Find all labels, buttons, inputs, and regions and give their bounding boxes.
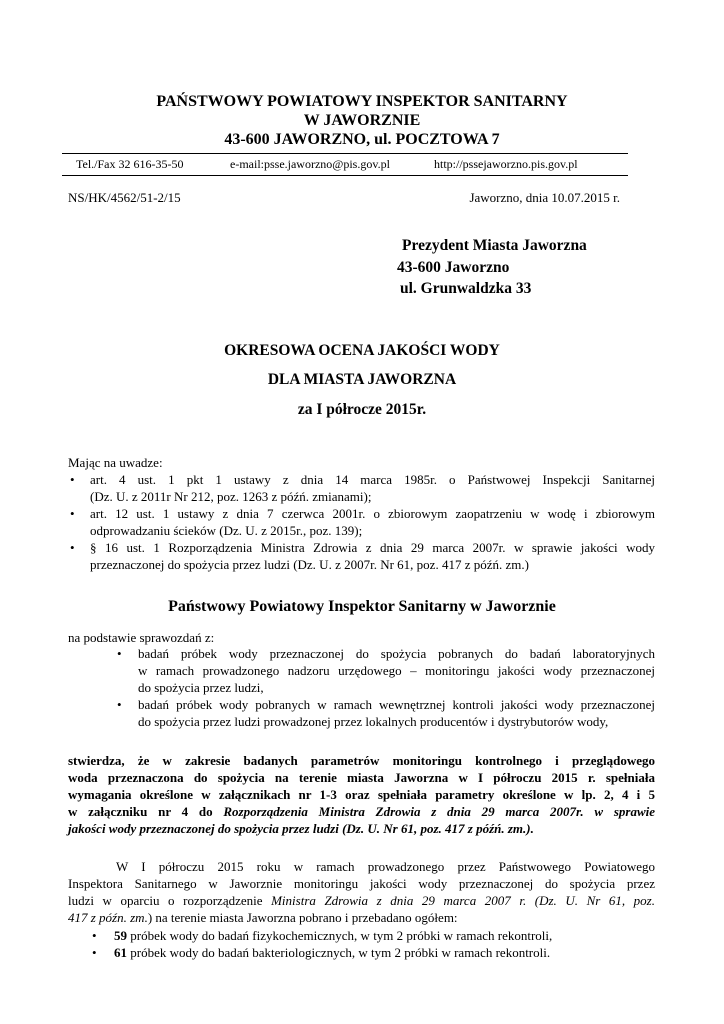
considering-item-1-line-1: art. 4 ust. 1 pkt 1 ustawy z dnia 14 marca 1985r. o Państwowej Inspekcji Sanitarnej (90, 472, 655, 487)
considering-item-2-line-2: odprowadzaniu ścieków (Dz. U. z 2015r., poz. 139); (90, 523, 363, 538)
contact-website: http://pssejaworzno.pis.gov.pl (434, 157, 578, 171)
statement-line-4 (68, 803, 655, 820)
summary-line-1: W I półroczu 2015 roku w ramach prowadzonego przez Państwowego Powiatowego (116, 859, 655, 874)
reference-number: NS/HK/4562/51-2/15 (68, 190, 181, 205)
title-line-1: OKRESOWA OCENA JAKOŚCI WODY (224, 342, 500, 359)
header-top-rule (62, 153, 628, 154)
document-date: Jaworzno, dnia 10.07.2015 r. (469, 190, 620, 205)
recipient-line-1: Prezydent Miasta Jaworzna (402, 237, 587, 254)
summary-line-2: Inspektora Sanitarnego w Jaworznie monitoringu jakości wody przeznaczonej do spożycia przez (68, 876, 655, 891)
considering-item-3-line-1: § 16 ust. 1 Rozporządzenia Ministra Zdrowia z dnia 29 marca 2007r. w sprawie jakości wody (90, 540, 655, 555)
contact-bar (62, 157, 628, 173)
summary-item-1-text: próbek wody do badań fizykochemicznych, w tym 2 próbki w ramach rekontroli, (127, 928, 553, 943)
summary-item-2 (114, 944, 550, 961)
basis-item-2-line-1: badań próbek wody pobranych w ramach wewnętrznej kontroli jakości wody przeznaczonej (138, 697, 655, 712)
header-line-3: 43-600 JAWORZNO, ul. POCZTOWA 7 (224, 131, 500, 148)
basis-item-1-line-3: do spożycia przez ludzi, (138, 680, 264, 695)
basis-item-1-line-1: badań próbek wody przeznaczonej do spożycia pobranych do badań laboratoryjnych (138, 646, 655, 661)
title-line-2: DLA MIASTA JAWORZNA (267, 371, 457, 388)
considering-item-3-line-2: przeznaczonej do spożycia przez ludzi (Dz. U. z 2007r. Nr 61, poz. 417 z późń. zm.) (90, 557, 529, 572)
header-line-1: PAŃSTWOWY POWIATOWY INSPEKTOR SANITARNY (156, 93, 568, 110)
basis-item-2-line-2: do spożycia przez ludzi prowadzonej przez lokalnych producentów i dystrybutorów wody, (138, 714, 609, 729)
summary-item-1 (114, 927, 552, 944)
recipient-line-3: ul. Grunwaldzka 33 (400, 280, 532, 297)
summary-line-4-italic: 417 z późn. zm. (68, 910, 148, 925)
title-line-3: za I półrocze 2015r. (297, 401, 427, 418)
recipient-line-2: 43-600 Jaworzno (397, 259, 510, 276)
statement-line-3: wymagania określone w załącznikach nr 1-3 oraz spełniała parametry określone w lp. 2, 4 i 5 (68, 787, 655, 802)
considering-item-2-line-1: art. 12 ust. 1 ustawy z dnia 7 czerwca 2001r. o zbiorowym zaopatrzeniu w wodę i zbiorowym (90, 506, 655, 521)
summary-line-3 (68, 892, 655, 909)
considering-item-1-line-2: (Dz. U. z 2011r Nr 212, poz. 1263 z późń. zmianami); (90, 489, 372, 504)
header-bottom-rule (62, 175, 628, 176)
bullet-icon: • (117, 697, 122, 712)
statement-line-4-bold: w załączniku nr 4 do (68, 804, 224, 819)
bullet-icon: • (70, 472, 75, 487)
contact-phone: Tel./Fax 32 616-35-50 (76, 157, 184, 171)
bullet-icon: • (117, 646, 122, 661)
statement-line-2: woda przeznaczona do spożycia na terenie miasta Jaworzna w I półroczu 2015 r. spełniała (68, 770, 655, 785)
summary-line-3-plain: ludzi w oparciu o rozporządzenie (68, 893, 272, 908)
summary-line-3-italic: Ministra Zdrowia z dnia 29 marca 2007 r. (Dz. U. Nr 61, poz. (271, 893, 655, 908)
bullet-icon: • (70, 506, 75, 521)
considering-intro: Mając na uwadze: (68, 455, 163, 470)
bullet-icon: • (92, 928, 97, 943)
header-line-2: W JAWORZNIE (303, 112, 421, 129)
summary-line-4 (68, 909, 458, 926)
basis-item-1-line-2: w ramach prowadzonego nadzoru urzędowego – monitoringu jakości wody przeznaczonej (138, 663, 655, 678)
summary-item-2-text: próbek wody do badań bakteriologicznych, w tym 2 próbki w ramach rekontroli. (127, 945, 551, 960)
section-heading: Państwowy Powiatowy Inspektor Sanitarny w Jaworznie (168, 598, 556, 615)
summary-item-1-count: 59 (114, 928, 127, 943)
contact-email: e-mail:psse.jaworzno@pis.gov.pl (230, 157, 390, 171)
summary-line-4-plain: ) na terenie miasta Jaworzna pobrano i przebadano ogółem: (147, 910, 458, 925)
basis-intro: na podstawie sprawozdań z: (68, 630, 215, 645)
bullet-icon: • (92, 945, 97, 960)
statement-line-5: jakości wody przeznaczonej do spożycia przez ludzi (Dz. U. Nr 61, poz. 417 z późń. zm.). (68, 821, 534, 836)
statement-line-4-italic: Rozporządzenia Ministra Zdrowia z dnia 29 marca 2007r. w sprawie (223, 804, 656, 819)
summary-item-2-count: 61 (114, 945, 127, 960)
statement-line-1: stwierdza, że w zakresie badanych parametrów monitoringu kontrolnego i przeglądowego (68, 753, 655, 768)
bullet-icon: • (70, 540, 75, 555)
